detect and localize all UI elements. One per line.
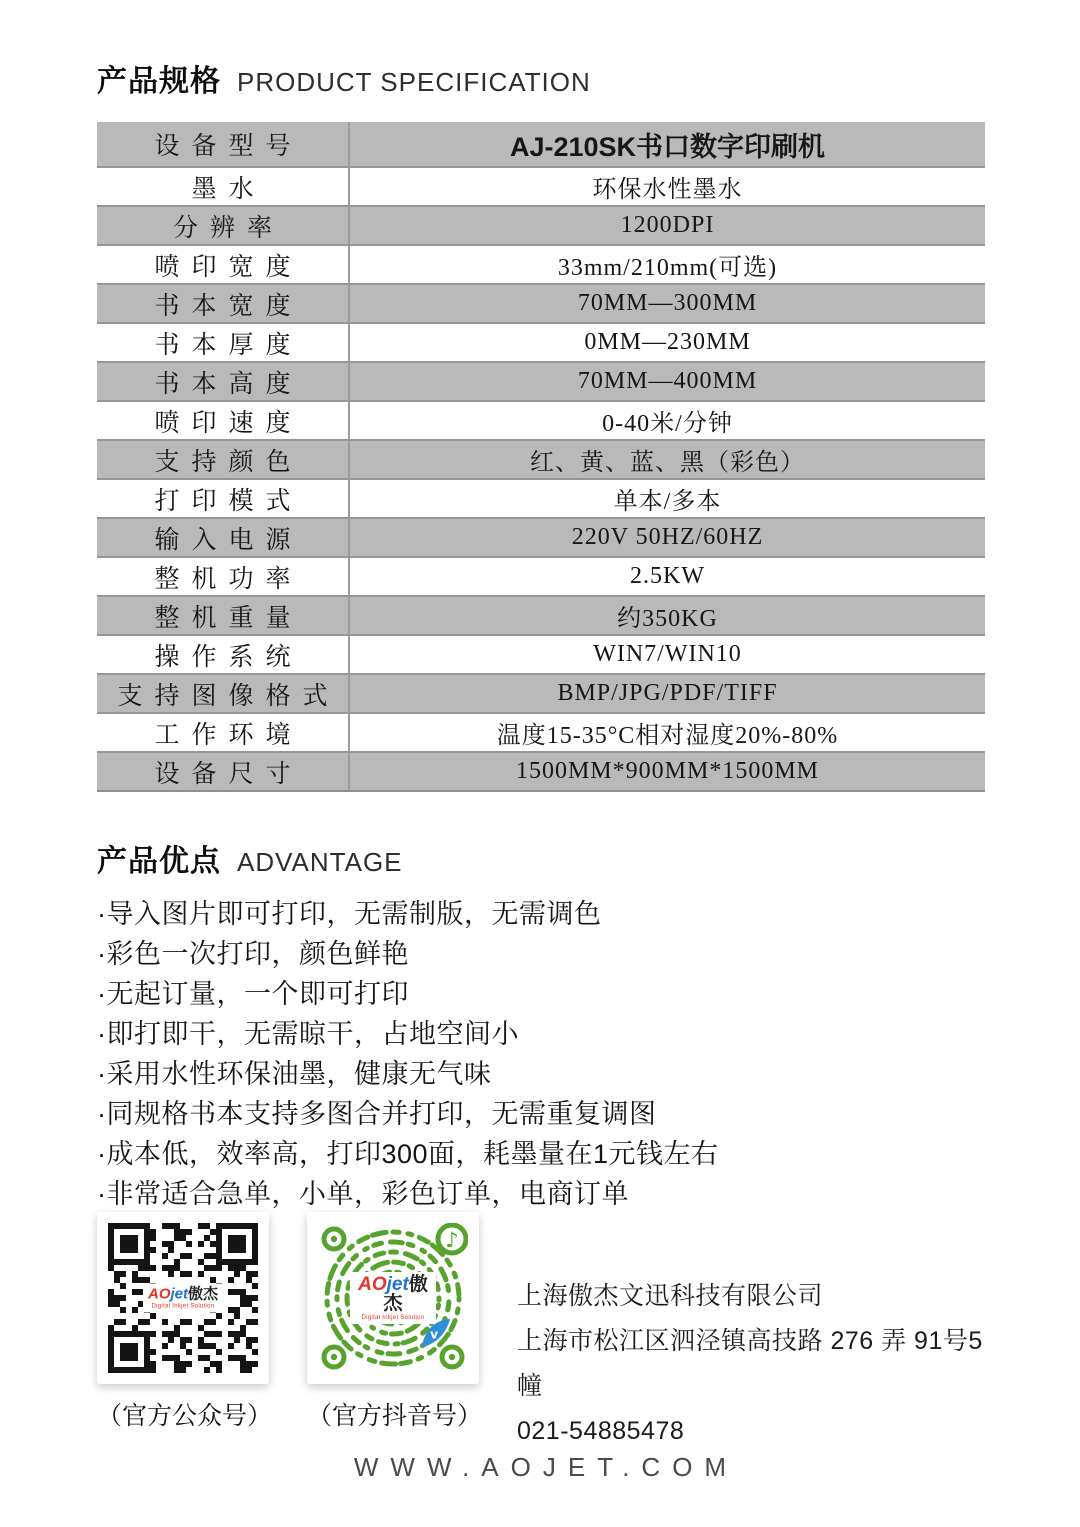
spec-table-row-dimensions — [97, 751, 985, 790]
spec-value: 单本/多本 — [613, 489, 722, 515]
spec-label: 分辨率 — [97, 207, 350, 244]
spec-label: 设备型号 — [97, 122, 350, 166]
spec-label: 支持颜色 — [97, 441, 350, 478]
spec-label: 书本宽度 — [97, 285, 350, 322]
douyin-qr-label: （官方抖音号） — [307, 1402, 483, 1430]
footer — [97, 1212, 985, 1454]
spec-label: 墨水 — [97, 168, 350, 205]
advantage-item: ·成本低，效率高，打印300面，耗墨量在1元钱左右 — [97, 1139, 719, 1169]
website-url: WWW.AOJET.COM — [353, 1452, 739, 1482]
logo-zh: 傲杰 — [383, 1274, 428, 1314]
spec-value: 0MM—230MM — [584, 329, 751, 355]
spec-label: 喷印速度 — [97, 402, 350, 439]
spec-value: 约350KG — [617, 606, 718, 632]
advantage-section-title — [97, 836, 985, 880]
spec-value: 1200DPI — [620, 212, 715, 238]
advantage-item: ·同规格书本支持多图合并打印，无需重复调图 — [97, 1099, 657, 1129]
company-phone: 021-54885478 — [517, 1417, 685, 1445]
spec-value: AJ-210SK书口数字印刷机 — [509, 131, 826, 162]
spec-table-row-book-thickness — [97, 322, 985, 361]
company-name: 上海傲杰文迅科技有限公司 — [517, 1282, 824, 1310]
logo-subtitle: Digital Inkjet Solution — [151, 1303, 215, 1310]
advantage-item: ·采用水性环保油墨，健康无气味 — [97, 1059, 492, 1089]
svg-text:♪: ♪ — [445, 1228, 459, 1252]
spec-label: 支持图像格式 — [97, 675, 350, 712]
spec-table — [97, 122, 985, 792]
spec-table-row-power-input — [97, 517, 985, 556]
spec-value: BMP/JPG/PDF/TIFF — [557, 680, 778, 706]
advantage-item: ·导入图片即可打印，无需制版，无需调色 — [97, 899, 602, 929]
spec-table-row-environment — [97, 712, 985, 751]
spec-label: 书本高度 — [97, 363, 350, 400]
company-address: 上海市松江区泗泾镇高技路 276 弄 91号5幢 — [517, 1327, 983, 1400]
spec-label: 书本厚度 — [97, 324, 350, 361]
spec-table-row-print-mode — [97, 478, 985, 517]
company-info — [517, 1274, 985, 1454]
logo-ao: AO — [147, 1285, 171, 1303]
advantage-item: ·即打即干，无需晾干，占地空间小 — [97, 1019, 519, 1049]
spec-table-row-model — [97, 122, 985, 166]
logo-zh: 傲杰 — [188, 1285, 219, 1303]
douyin-qr-block — [307, 1212, 483, 1432]
svg-text:v: v — [430, 1327, 439, 1342]
spec-table-row-ink — [97, 166, 985, 205]
aojet-logo — [143, 1284, 223, 1313]
wechat-qr-block — [97, 1212, 273, 1432]
advantage-title-en: ADVANTAGE — [237, 847, 403, 877]
spec-value: 2.5KW — [630, 563, 705, 589]
douyin-qr-code — [307, 1212, 479, 1384]
spec-label: 工作环境 — [97, 714, 350, 751]
spec-value: 红、黄、蓝、黑（彩色） — [530, 450, 805, 476]
spec-value: 70MM—300MM — [577, 290, 758, 316]
spec-label: 整机重量 — [97, 597, 350, 634]
spec-value: 0-40米/分钟 — [602, 411, 733, 437]
advantage-item: ·彩色一次打印，颜色鲜艳 — [97, 939, 409, 969]
spec-table-row-colors — [97, 439, 985, 478]
advantage-list — [97, 894, 985, 1214]
logo-jet: jet — [386, 1274, 409, 1295]
wechat-qr-code — [97, 1212, 269, 1384]
advantage-item: ·无起订量，一个即可打印 — [97, 979, 409, 1009]
logo-jet: jet — [170, 1285, 188, 1303]
advantage-title-zh: 产品优点 — [97, 845, 221, 878]
spec-value: 220V 50HZ/60HZ — [571, 524, 764, 550]
spec-label: 输入电源 — [97, 519, 350, 556]
spec-table-row-print-speed — [97, 400, 985, 439]
spec-value: 33mm/210mm(可选) — [557, 255, 778, 281]
spec-table-row-image-formats — [97, 673, 985, 712]
logo-ao: AO — [358, 1274, 387, 1295]
spec-value: 70MM—400MM — [577, 368, 758, 394]
spec-section-title — [97, 56, 985, 100]
spec-table-row-book-height — [97, 361, 985, 400]
spec-table-row-power — [97, 556, 985, 595]
spec-label: 喷印宽度 — [97, 246, 350, 283]
spec-value: 1500MM*900MM*1500MM — [515, 758, 820, 784]
advantage-item: ·非常适合急单，小单，彩色订单，电商订单 — [97, 1179, 629, 1209]
spec-table-row-print-width — [97, 244, 985, 283]
spec-label: 操作系统 — [97, 636, 350, 673]
spec-label: 整机功率 — [97, 558, 350, 595]
spec-label: 打印模式 — [97, 480, 350, 517]
spec-table-row-os — [97, 634, 985, 673]
logo-subtitle: Digital Inkjet Solution — [361, 1315, 425, 1321]
wechat-qr-label: （官方公众号） — [97, 1402, 273, 1430]
spec-label: 设备尺寸 — [97, 753, 350, 790]
spec-value: WIN7/WIN10 — [593, 641, 742, 667]
feather-icon — [419, 1316, 453, 1350]
spec-table-row-resolution — [97, 205, 985, 244]
spec-table-row-book-width — [97, 283, 985, 322]
spec-title-zh: 产品规格 — [97, 65, 221, 98]
spec-title-en: PRODUCT SPECIFICATION — [237, 67, 591, 97]
spec-table-row-weight — [97, 595, 985, 634]
spec-value: 温度15-35°C相对湿度20%-80% — [496, 723, 839, 749]
spec-value: 环保水性墨水 — [592, 177, 743, 203]
